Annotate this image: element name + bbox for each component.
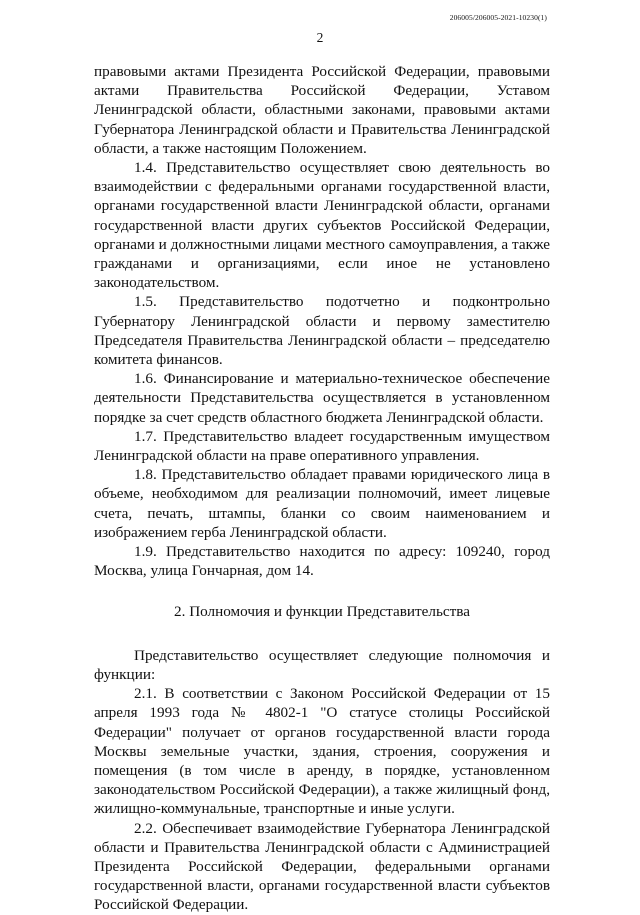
paragraph-1-6: 1.6. Финансирование и материально-техническое обеспечение деятельности Представительства осуществляется в установленном порядке за счет средств областного бюджета Ленинградской области. [94, 370, 550, 426]
paragraph-1-4: 1.4. Представительство осуществляет свою деятельность во взаимодействии с федеральными органами государственной власти, органами государственной власти Ленинградской области, органами государственной власти других субъектов Российской Федерации, органами и должностными лицами местного самоуправления, а также гражданами и организациями, если иное не установлено законодательством. [94, 159, 550, 292]
paragraph-2-2: 2.2. Обеспечивает взаимодействие Губернатора Ленинградской области и Правительства Ленинградской области с Администрацией Президента Российской Федерации, федеральными органами государственной власти, органами государственной власти субъектов Российской Федерации. [94, 819, 550, 914]
document-body [94, 62, 550, 915]
page-number: 2 [316, 30, 324, 45]
paragraph-1-8: 1.8. Представительство обладает правами юридического лица в объеме, необходимом для реализации полномочий, имеет лицевые счета, печать, штампы, бланки со своим наименованием и изображением герба Ленинградской области. [94, 466, 550, 541]
section-2-heading: 2. Полномочия и функции Представительства [174, 603, 470, 621]
document-id: 206005/206005-2021-10230(1) [449, 13, 547, 22]
paragraph-1-7: 1.7. Представительство владеет государственным имуществом Ленинградской области на праве оперативного управления. [94, 427, 550, 465]
paragraph-1-5: 1.5. Представительство подотчетно и подконтрольно Губернатору Ленинградской области и первому заместителю Председателя Правительства Ленинградской области – председателю комитета финансов. [94, 293, 550, 369]
paragraph-1-9: 1.9. Представительство находится по адресу: 109240, город Москва, улица Гончарная, дом 14. [94, 543, 550, 580]
paragraph-continuation: правовыми актами Президента Российской Федерации, правовыми актами Правительства Российской Федерации, Уставом Ленинградской области, областными законами, правовыми актами Губернатора Ленинградской области и Правительства Ленинградской области, а также настоящим Положением. [94, 63, 550, 157]
paragraph-2-1: 2.1. В соответствии с Законом Российской Федерации от 15 апреля 1993 года № 4802-1 "О статусе столицы Российской Федерации" получает от органов государственной власти города Москвы земельные участки, здания, строения, сооружения и помещения (в том числе в аренду, в порядке, установленном законодательством Российской Федерации), а также жилищный фонд, жилищно-коммунальные, транспортные и иные услуги. [94, 685, 550, 818]
paragraph-2-intro: Представительство осуществляет следующие полномочия и функции: [94, 646, 550, 683]
